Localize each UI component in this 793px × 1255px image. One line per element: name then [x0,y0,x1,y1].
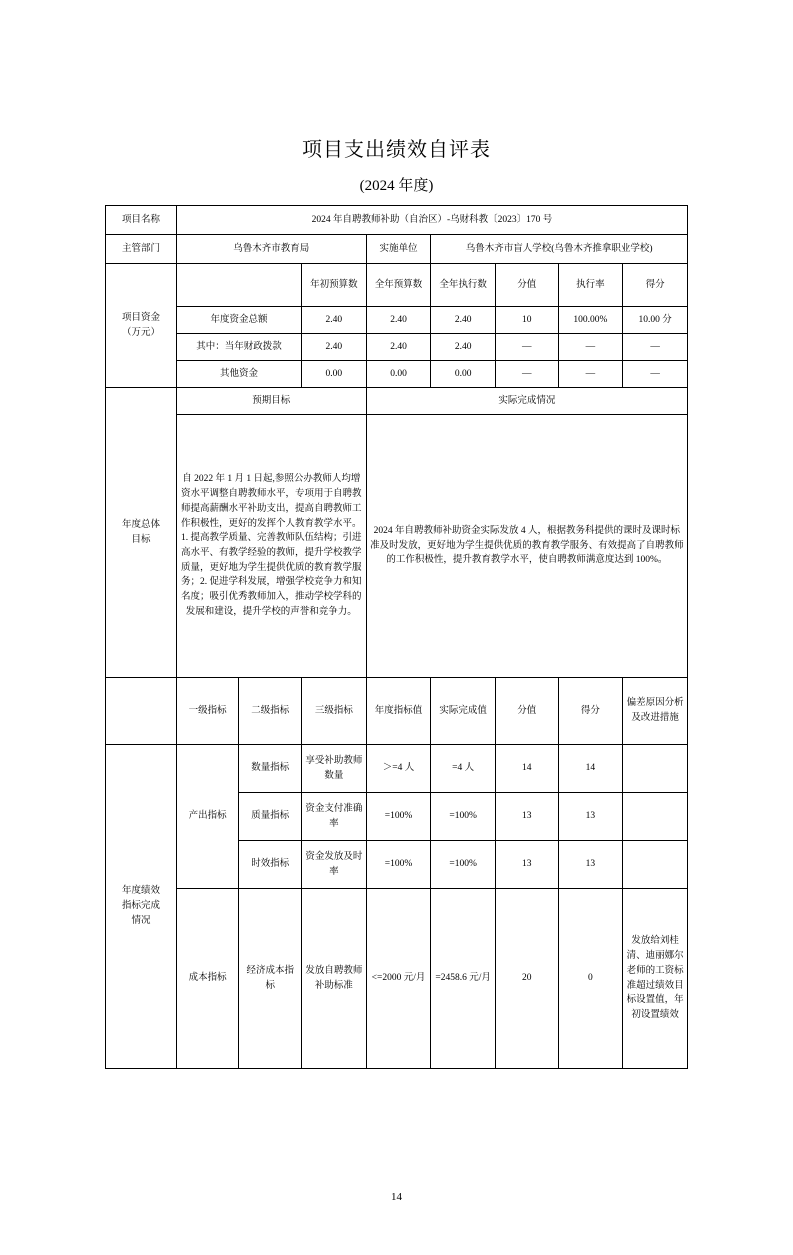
fund-row-begin: 2.40 [302,307,367,334]
indicator-score: 13 [558,841,623,889]
indicator-level2: 质量指标 [239,793,302,841]
annual-goal-actual: 2024 年自聘教师补助资金实际发放 4 人，根据教务科提供的课时及课时标准及时发放，更好地为学生提供优质的教育教学服务、有效提高了自聘教师的工作积极性，提升教育教学水平，使自聘教师满意度达到 100%。 [366,415,687,678]
impl-unit-label: 实施单位 [366,235,431,264]
indicator-actual: =4 人 [431,745,496,793]
indicator-score-value: 13 [496,793,559,841]
annual-goal-label-line1: 年度总体 [121,519,160,530]
indicator-level2: 数量指标 [239,745,302,793]
project-name-label: 项目名称 [106,206,177,235]
fund-row-score-value: 10 [496,307,559,334]
output-indicator-label: 产出指标 [176,745,239,889]
fund-row-budget: 2.40 [366,307,431,334]
funds-label-line2: （万元） [121,327,160,338]
page-subtitle: (2024 年度) [359,178,434,194]
dept-value: 乌鲁木齐市教育局 [176,235,366,264]
col-year-exec: 全年执行数 [431,264,496,307]
fund-row-name: 其中：当年财政拨款 [176,334,301,361]
indicator-actual: =100% [431,841,496,889]
indicator-header-actual: 实际完成值 [431,678,496,745]
indicator-level3: 资金支付准确率 [302,793,367,841]
table-row [106,307,688,334]
perf-label-line2: 指标完成 [121,901,160,912]
indicator-level3: 资金发放及时率 [302,841,367,889]
col-begin-budget: 年初预算数 [302,264,367,307]
fund-row-score-value: — [496,361,559,388]
funds-name-header [176,264,301,307]
fund-row-budget: 0.00 [366,361,431,388]
project-name-value: 2024 年自聘教师补助（自治区）-乌财科教〔2023〕170 号 [176,206,687,235]
page-title: 项目支出绩效自评表 [302,139,491,161]
table-row [106,388,688,415]
perf-label-line3: 情况 [131,915,151,926]
indicator-header-target: 年度指标值 [366,678,431,745]
table-row [106,415,688,678]
actual-result-label: 实际完成情况 [366,388,687,415]
cost-target: <=2000 元/月 [366,889,431,1069]
indicator-header-deviation: 偏差原因分析及改进措施 [623,678,688,745]
cost-indicator-label: 成本指标 [176,889,239,1069]
fund-row-budget: 2.40 [366,334,431,361]
table-row [106,889,688,1069]
indicator-level2: 时效指标 [239,841,302,889]
col-score-value: 分值 [496,264,559,307]
col-score: 得分 [623,264,688,307]
table-row [106,361,688,388]
fund-row-score-value: — [496,334,559,361]
funds-label [106,264,177,388]
fund-row-begin: 2.40 [302,334,367,361]
indicator-target: =100% [366,793,431,841]
fund-row-name: 其他资金 [176,361,301,388]
fund-row-exec: 2.40 [431,334,496,361]
fund-row-rate: — [558,361,623,388]
indicator-header-blank [106,678,177,745]
cost-actual: =2458.6 元/月 [431,889,496,1069]
indicator-header-level1: 一级指标 [176,678,239,745]
table-row [106,745,688,793]
table-row [106,264,688,307]
indicator-score: 13 [558,793,623,841]
table-row [106,206,688,235]
fund-row-begin: 0.00 [302,361,367,388]
perf-label-line1: 年度绩效 [121,886,160,897]
funds-label-line1: 项目资金 [121,312,160,323]
table-row [106,678,688,745]
fund-row-rate: — [558,334,623,361]
perf-label [106,745,177,1069]
table-row [106,334,688,361]
fund-row-rate: 100.00% [558,307,623,334]
cost-score-value: 20 [496,889,559,1069]
indicator-target: =100% [366,841,431,889]
cost-score: 0 [558,889,623,1069]
fund-row-score: — [623,334,688,361]
fund-row-score: — [623,361,688,388]
indicator-score: 14 [558,745,623,793]
performance-table [105,205,688,1069]
fund-row-score: 10.00 分 [623,307,688,334]
indicator-header-level3: 三级指标 [302,678,367,745]
indicator-header-score: 得分 [558,678,623,745]
indicator-target: ＞=4 人 [366,745,431,793]
indicator-level3: 享受补助教师数量 [302,745,367,793]
annual-goal-expect: 自 2022 年 1 月 1 日起,参照公办教师人均增资水平调整自聘教师水平，专项用于自聘教师提高薪酬水平补助支出，提高自聘教师工作积极性，更好的发挥个人教育教学水平。1. 提高教学质量、完善教师队伍结构；引进高水平、有教学经验的教师，提升学校教学质量，更好地为学生提供优质的教育教学服务；2. 促进学科发展，增强学校竞争力和知名度；吸引优秀教师加入，推动学校学科的发展和建设，提升学校的声誉和竞争力。 [176,415,366,678]
indicator-deviation [623,745,688,793]
indicator-deviation [623,841,688,889]
indicator-score-value: 13 [496,841,559,889]
cost-level3: 发放自聘教师补助标准 [302,889,367,1069]
annual-goal-label-line2: 目标 [131,534,151,545]
col-year-budget: 全年预算数 [366,264,431,307]
indicator-score-value: 14 [496,745,559,793]
annual-goal-label [106,388,177,678]
indicator-header-score-value: 分值 [496,678,559,745]
table-row [106,235,688,264]
dept-label: 主管部门 [106,235,177,264]
indicator-actual: =100% [431,793,496,841]
page-number: 14 [391,1191,402,1203]
indicator-header-level2: 二级指标 [239,678,302,745]
impl-unit-value: 乌鲁木齐市盲人学校(乌鲁木齐推拿职业学校) [431,235,688,264]
document-page [0,133,793,1255]
fund-row-exec: 2.40 [431,307,496,334]
cost-level2: 经济成本指标 [239,889,302,1069]
col-exec-rate: 执行率 [558,264,623,307]
indicator-deviation [623,793,688,841]
fund-row-name: 年度资金总额 [176,307,301,334]
expect-target-label: 预期目标 [176,388,366,415]
fund-row-exec: 0.00 [431,361,496,388]
cost-deviation: 发放给刘桂清、迪丽娜尔老师的工资标准超过绩效目标设置值，年初设置绩效 [623,889,688,1069]
